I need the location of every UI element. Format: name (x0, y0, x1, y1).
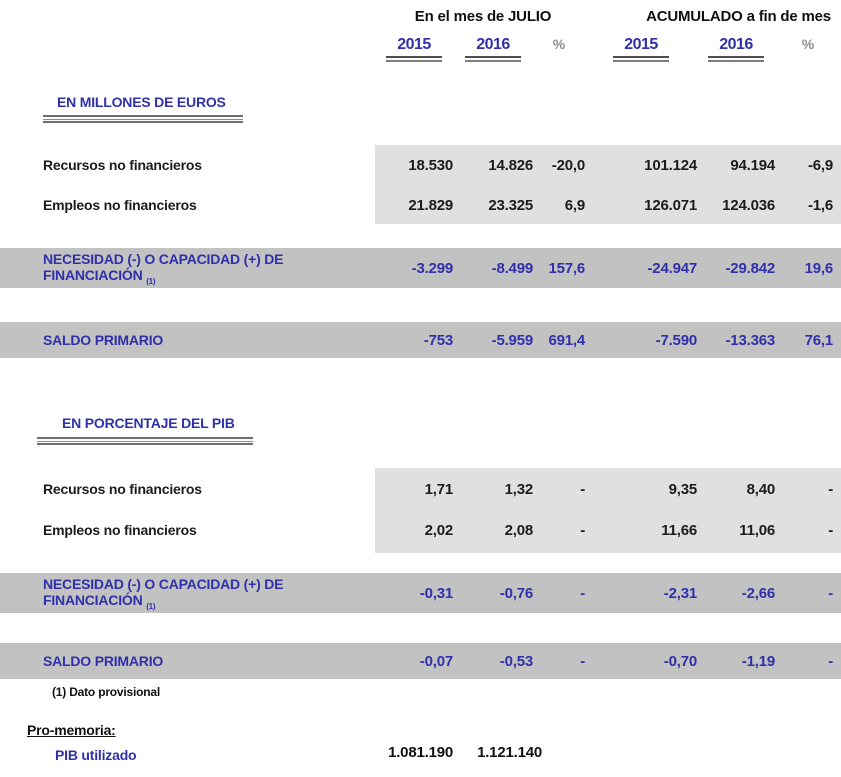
value-cell: 1,32 (504, 481, 533, 498)
section-title-rule (37, 437, 253, 445)
year-underline (465, 56, 521, 62)
value-cell: -24.947 (647, 259, 697, 277)
value-cell: -0,31 (419, 584, 453, 602)
value-cell: 8,40 (746, 481, 775, 498)
row-label: NECESIDAD (-) O CAPACIDAD (+) DE FINANCIACIÓN $_{(1)}$ (43, 251, 284, 286)
saldo-band-eur (0, 322, 841, 358)
value-cell: 157,6 (548, 259, 585, 277)
row-label: Empleos no financieros (43, 197, 197, 213)
value-cell: 19,6 (804, 259, 833, 277)
saldo-band-pib (0, 643, 841, 679)
value-cell: 18.530 (408, 157, 453, 174)
value-cell: 126.071 (644, 197, 697, 214)
value-cell: - (580, 481, 585, 498)
pib-value-2015: 1.081.190 (388, 744, 453, 761)
value-cell: 14.826 (488, 157, 533, 174)
pib-value-2016: 1.121.140 (477, 744, 542, 761)
value-cell: -3.299 (411, 259, 453, 277)
value-cell: -0,70 (663, 652, 697, 670)
row-label: Recursos no financieros (43, 481, 202, 497)
year-underline (613, 56, 669, 62)
value-cell: -29.842 (725, 259, 775, 277)
row-label: SALDO PRIMARIO (43, 653, 164, 669)
value-cell: 691,4 (548, 331, 585, 349)
value-cell: 101.124 (644, 157, 697, 174)
value-cell: -6,9 (807, 157, 833, 174)
table-row-empleos-eur (0, 197, 841, 214)
value-cell: -753 (423, 331, 453, 349)
value-cell: - (580, 652, 585, 670)
year-underline (386, 56, 442, 62)
footnote-ref: (1) (146, 601, 156, 611)
value-cell: - (828, 584, 833, 602)
row-label: Recursos no financieros (43, 157, 202, 173)
value-cell: 23.325 (488, 197, 533, 214)
value-cell: -0,53 (499, 652, 533, 670)
value-cell: 1,71 (424, 481, 453, 498)
value-cell: 76,1 (804, 331, 833, 349)
percent-column-header: % (552, 36, 566, 52)
value-cell: -2,31 (663, 584, 697, 602)
value-cell: -13.363 (725, 331, 775, 349)
value-cell: - (828, 481, 833, 498)
value-cell: -1,19 (741, 652, 775, 670)
value-cell: 6,9 (564, 197, 585, 214)
year-column-header: 2016 (719, 36, 753, 53)
value-cell: - (828, 522, 833, 539)
value-cell: -0,76 (499, 584, 533, 602)
section-title-millones: EN MILLONES DE EUROS (57, 94, 226, 110)
value-cell: - (580, 584, 585, 602)
column-group-header-month: En el mes de JULIO (414, 8, 552, 25)
footnote-ref: (1) (146, 276, 156, 286)
row-label: NECESIDAD (-) O CAPACIDAD (+) DE FINANCIACIÓN $_{(1)}$ (43, 576, 284, 611)
section-title-porcentaje: EN PORCENTAJE DEL PIB (62, 415, 235, 431)
pib-row-label: PIB utilizado (55, 747, 137, 763)
value-cell: 124.036 (722, 197, 775, 214)
column-group-header-accumulated: ACUMULADO a fin de mes (646, 8, 831, 25)
value-cell: 2,08 (504, 522, 533, 539)
value-cell: -2,66 (741, 584, 775, 602)
value-cell: -8.499 (491, 259, 533, 277)
necesidad-band-pib (0, 573, 841, 613)
row-label: SALDO PRIMARIO (43, 332, 164, 348)
value-cell: -7.590 (655, 331, 697, 349)
value-cell: - (828, 652, 833, 670)
year-column-header: 2015 (624, 36, 658, 53)
footnote: (1) Dato provisional (52, 685, 161, 699)
value-cell: 2,02 (424, 522, 453, 539)
table-row-recursos-pib (0, 481, 841, 498)
value-cell: - (580, 522, 585, 539)
year-column-header: 2015 (397, 36, 431, 53)
table-row-recursos-eur (0, 157, 841, 174)
necesidad-band-eur (0, 248, 841, 288)
value-cell: 94.194 (730, 157, 775, 174)
year-underline (708, 56, 764, 62)
value-cell: -1,6 (807, 197, 833, 214)
value-cell: 21.829 (408, 197, 453, 214)
value-cell: 9,35 (668, 481, 697, 498)
table-row-empleos-pib (0, 522, 841, 539)
value-cell: -20,0 (551, 157, 585, 174)
promemoria-title: Pro-memoria: (27, 722, 116, 738)
percent-column-header: % (801, 36, 815, 52)
section-title-rule (43, 115, 243, 123)
value-cell: 11,66 (661, 522, 697, 539)
column-header-row (0, 36, 841, 62)
value-cell: 11,06 (739, 522, 775, 539)
row-label: Empleos no financieros (43, 522, 197, 538)
value-cell: -5.959 (491, 331, 533, 349)
value-cell: -0,07 (419, 652, 453, 670)
year-column-header: 2016 (476, 36, 510, 53)
